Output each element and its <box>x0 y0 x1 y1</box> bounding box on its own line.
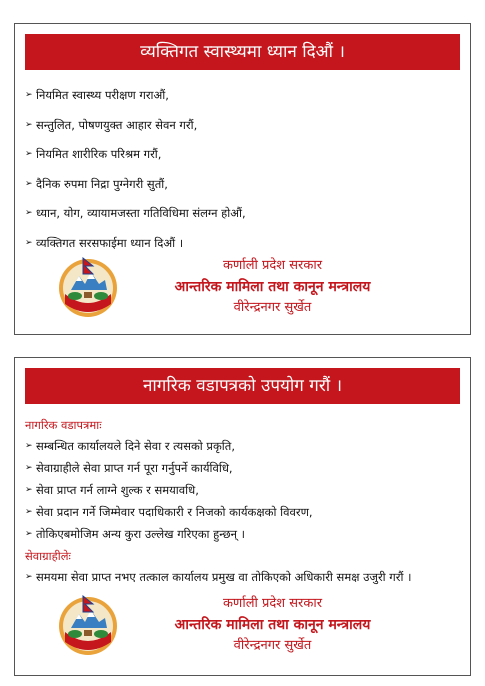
ministry-name-block <box>135 256 410 318</box>
province-government-label: कर्णाली प्रदेश सरकार <box>222 258 323 273</box>
card-title-banner: व्यक्तिगत स्वास्थ्यमा ध्यान दिऔं । <box>25 34 460 70</box>
list-item: ➢ सेवा प्रदान गर्ने जिम्मेवार पदाधिकारी र निजको कार्यकक्षको विवरण, <box>25 505 313 519</box>
location-label: वीरेन्द्रनगर सुर्खेत <box>233 300 312 315</box>
bullet-arrow-icon: ➢ <box>25 463 33 473</box>
ministry-footer <box>15 590 470 670</box>
list-item: ➢ नियमित शारीरिक परिश्रम गरौं, <box>25 147 162 161</box>
bullet-arrow-icon: ➢ <box>25 572 33 582</box>
bullet-arrow-icon: ➢ <box>25 208 33 218</box>
bullet-arrow-icon: ➢ <box>25 441 33 451</box>
list-item: ➢ सेवा प्राप्त गर्न लाग्ने शुल्क र समयावधि, <box>25 483 199 497</box>
list-item: ➢ नियमित स्वास्थ्य परीक्षण गराऔं, <box>25 88 169 102</box>
list-item: ➢ सम्बन्धित कार्यालयले दिने सेवा र त्यसको प्रकृति, <box>25 439 235 453</box>
ministry-name: आन्तरिक मामिला तथा कानून मन्त्रालय <box>174 617 371 633</box>
list-item: ➢ समयमा सेवा प्राप्त नभए तत्काल कार्यालय प्रमुख वा तोकिएको अधिकारी समक्ष उजुरी गरौं । <box>25 570 412 584</box>
list-item: ➢ तोकिएबमोजिम अन्य कुरा उल्लेख गरिएका हुन्छन् । <box>25 527 246 541</box>
citizen-charter-card <box>14 357 471 676</box>
list-item: ➢ दैनिक रुपमा निद्रा पुग्नेगरी सुतौं, <box>25 176 168 191</box>
ministry-name-block <box>135 594 410 656</box>
bullet-arrow-icon: ➢ <box>25 237 33 248</box>
bullet-arrow-icon: ➢ <box>25 119 33 130</box>
list-item: ➢ सेवाग्राहीले सेवा प्राप्त गर्न पूरा गर्नुपर्ने कार्यविधि, <box>25 461 233 475</box>
list-item: ➢ व्यक्तिगत सरसफाईमा ध्यान दिऔं । <box>25 235 184 250</box>
card-title-banner: नागरिक वडापत्रको उपयोग गरौं । <box>25 368 460 404</box>
location-label: वीरेन्द्रनगर सुर्खेत <box>233 638 312 653</box>
subheading-citizen-charter: नागरिक वडापत्रमाः <box>25 418 102 432</box>
ministry-name: आन्तरिक मामिला तथा कानून मन्त्रालय <box>174 279 371 295</box>
bullet-arrow-icon: ➢ <box>25 529 33 539</box>
bullet-arrow-icon: ➢ <box>25 178 33 189</box>
bullet-arrow-icon: ➢ <box>25 90 33 100</box>
list-item: ➢ सन्तुलित, पोषणयुक्त आहार सेवन गरौं, <box>25 117 198 132</box>
charter-list <box>25 418 462 591</box>
ministry-footer <box>15 252 470 332</box>
list-item: ➢ ध्यान, योग, व्यायामजस्ता गतिविधिमा संलग्न होऔं, <box>25 206 246 220</box>
karnali-province-emblem-icon <box>55 254 121 320</box>
bullet-arrow-icon: ➢ <box>25 507 33 517</box>
bullet-arrow-icon: ➢ <box>25 149 33 159</box>
health-tips-list <box>25 88 462 265</box>
province-government-label: कर्णाली प्रदेश सरकार <box>222 596 323 611</box>
subheading-service-recipient: सेवाग्राहीलेः <box>25 549 71 563</box>
health-notice-card <box>14 23 471 335</box>
bullet-arrow-icon: ➢ <box>25 485 33 495</box>
karnali-province-emblem-icon <box>55 592 121 658</box>
